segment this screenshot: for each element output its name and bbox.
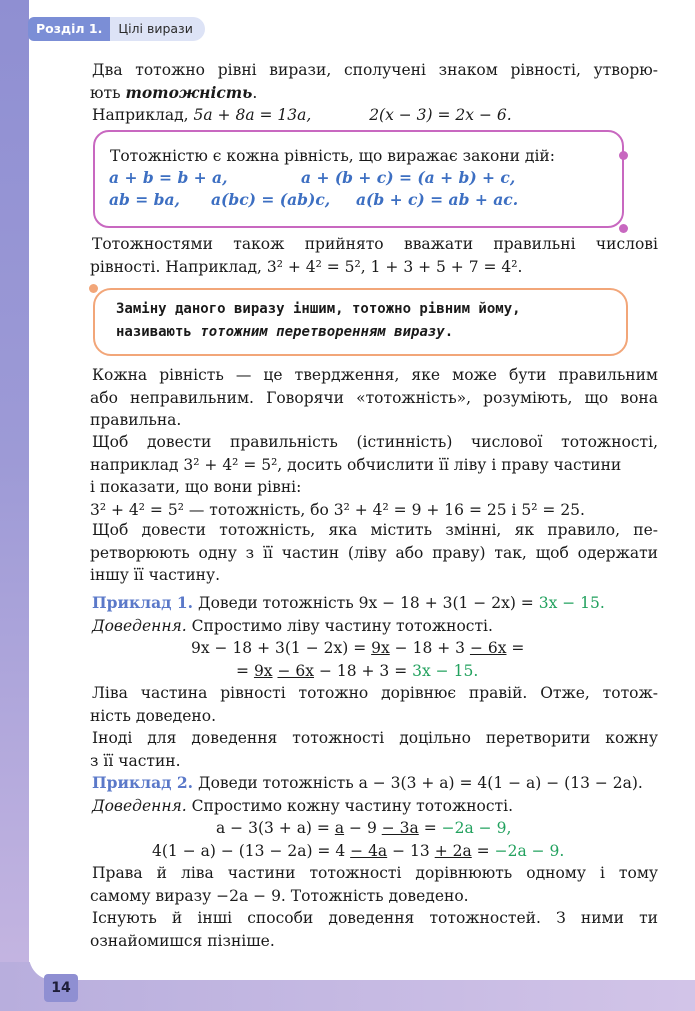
section-header [28, 17, 205, 41]
example-2-equation-2: 4(1 − a) − (13 − 2a) = 4 − 4a − 13 + 2a = −2a − 9. [152, 841, 565, 860]
paragraph-identity-definition: Два тотожно рівні вирази, сполучені знаком рівності, утворю- ють тотожність. Наприклад, 5a + 8a = 13a, 2(x − 3) = 2x − 6. [90, 61, 658, 124]
box-dot [619, 224, 628, 233]
example-2: 2(x − 3) = 2x − 6. [369, 106, 512, 124]
term-identical-transformation: тотожним перетворенням виразу [200, 324, 445, 340]
term-identity: тотожність [125, 82, 253, 102]
example-1-block: Приклад 1. Доведи тотожність 9x − 18 + 3(1 − 2x) = 3x − 15. Доведення. Спростимо ліву частину тотожності. 9x − 18 + 3(1 − 2x) = 9x − 18 + 3 − 6x = = 9x − 6x − 18 + 3 = 3x − 15. Ліва частина рівності тотожно дорівнює правій. Отже, тотож- ність доведено. Іноді для доведення тотожності доцільно перетворити кожну з її частин. [90, 593, 658, 770]
paragraph-numeric-proof: Щоб довести правильність (істинність) числової тотожності, наприклад 3² + 4² = 5², досить обчислити її ліву і праву частини і показати, що вони рівні: 3² + 4² = 5² — тотожність, бо 3² + 4² = 9 + 16 = 25 і 5² = 25. [90, 433, 658, 519]
example-1-equation-1: 9x − 18 + 3(1 − 2x) = 9x − 18 + 3 − 6x = [191, 639, 525, 657]
paragraph-numeric-identities: Тотожностями також прийнято вважати правильні числові рівності. Наприклад, 3² + 4² = 5², 1 + 3 + 5 + 7 = 4². [90, 235, 658, 276]
laws-intro: Тотожністю є кожна рівність, що виражає закони дій: [110, 147, 555, 165]
page-number: 14 [44, 974, 78, 1002]
law-associative-mult: a(bc) = (ab)c, [211, 190, 331, 209]
example-1-equation-2: = 9x − 6x − 18 + 3 = 3x − 15. [236, 661, 479, 680]
box-dot [619, 151, 628, 160]
proof-label: Доведення. [92, 796, 187, 815]
box-dot [89, 284, 98, 293]
paragraph-statement: Кожна рівність — це твердження, яке може бути правильним або неправильним. Говорячи «тотожність», розуміють, що вона правильна. [90, 366, 658, 429]
proof-label: Доведення. [92, 616, 187, 635]
paragraph-variable-proof: Щоб довести тотожність, яка містить змінні, як правило, пе- ретворюють одну з її частин (ліву або праву) так, щоб одержати іншу її частину. [90, 521, 658, 584]
example-1-label: Приклад 1. [92, 593, 194, 612]
law-commutative-add: a + b = b + a, [109, 168, 228, 187]
definition-text: Заміну даного виразу іншим, тотожно рівним йому, називають тотожним перетворенням виразу. [116, 301, 521, 340]
section-title: Цілі вирази [110, 17, 204, 41]
example-1: 5a + 8a = 13a, [193, 106, 312, 124]
left-sidebar-band [0, 0, 29, 1011]
section-number: Розділ 1. [28, 17, 110, 41]
example-2-block: Приклад 2. Доведи тотожність a − 3(3 + a) = 4(1 − a) − (13 − 2a). Доведення. Спростимо кожну частину тотожності. a − 3(3 + a) = a − 9 − 3a = −2a − 9, 4(1 − a) − (13 − 2a) = 4 − 4a − 13 + 2a = −2a − 9. Права й ліва частини тотожності дорівнюють одному і тому самому виразу −2a − 9. Тотожність доведено. Існують й інші способи доведення тотожностей. З ними ти ознайомишся пізніше. [90, 773, 658, 950]
example-2-equation-1: a − 3(3 + a) = a − 9 − 3a = −2a − 9, [216, 819, 512, 837]
law-distributive: a(b + c) = ab + ac. [356, 190, 519, 209]
law-commutative-mult: ab = ba, [109, 190, 180, 209]
law-associative-add: a + (b + c) = (a + b) + c, [301, 168, 516, 187]
example-2-label: Приклад 2. [92, 773, 194, 792]
